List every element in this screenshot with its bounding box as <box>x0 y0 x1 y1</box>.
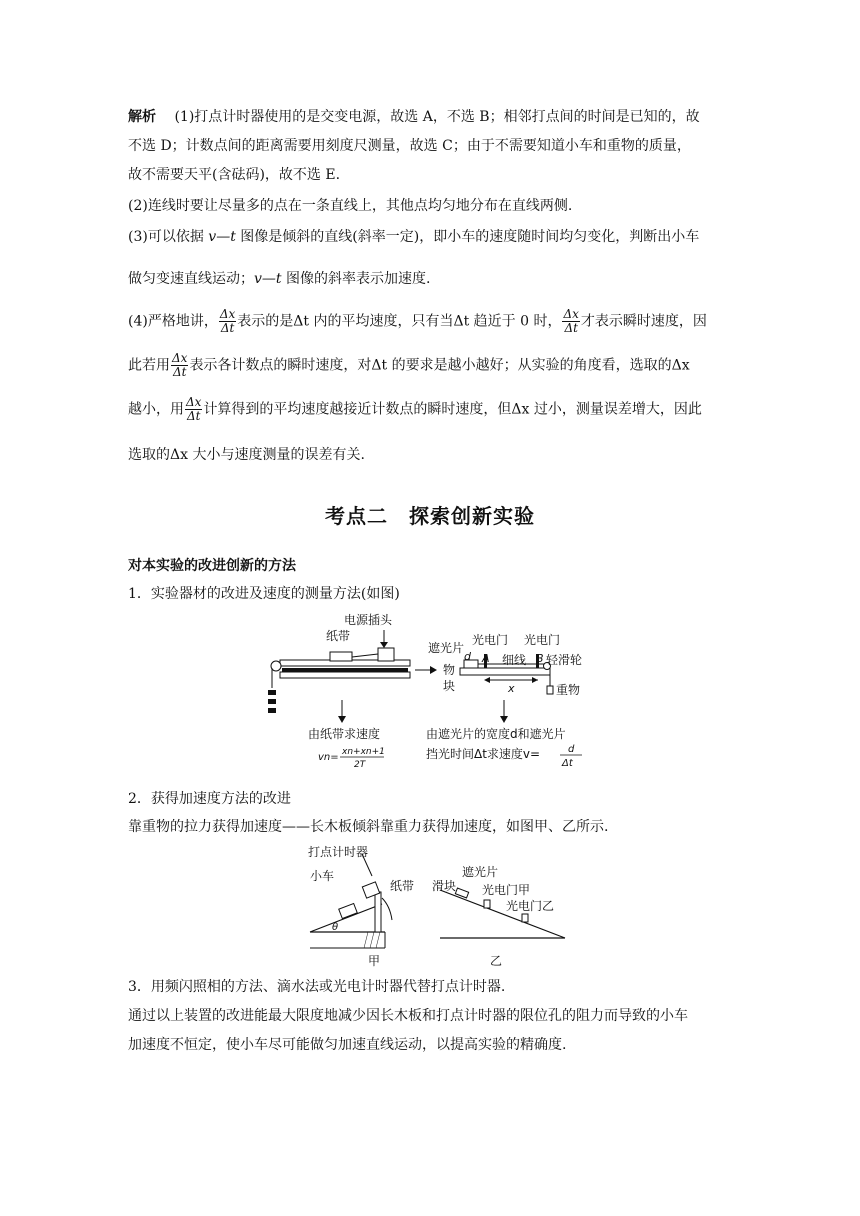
label-timer: 打点计时器 <box>308 845 369 859</box>
item-3: 3．用频闪照相的方法、滴水法或光电计时器代替打点计时器. <box>128 979 506 995</box>
left-formula-den: 2T <box>354 760 366 770</box>
figure-2-incline <box>300 840 580 970</box>
label-pulley: 轻滑轮 <box>546 653 583 667</box>
left-formula-lhs: vn= <box>318 752 339 763</box>
vt-graph-term: v—t <box>254 271 282 287</box>
label-tape: 纸带 <box>390 879 415 893</box>
right-caption-1: 由遮光片的宽度d和遮光片 <box>426 727 566 741</box>
item-2: 2．获得加速度方法的改进 <box>128 791 291 807</box>
analysis-paragraph-3-line-2: 做匀变速直线运动；v—t 图像的斜率表示加速度. <box>128 271 431 287</box>
fraction-dx-dt: $\frac{\Delta x}{\Delta t}$ <box>219 307 236 335</box>
label-shade: 遮光片 <box>462 865 499 879</box>
label-tape: 纸带 <box>326 629 351 643</box>
left-caption: 由纸带求速度 <box>308 727 381 741</box>
label-power-plug: 电源插头 <box>344 613 393 627</box>
analysis-paragraph-4-line-1: (4)严格地讲， $\frac{\Delta x}{\Delta t}$ 表示的是Δt 内的平均速度，只有当Δt 趋近于 0 时， $\frac{\Delta x}{\Delta t}$ 才表示瞬时速度，因 <box>128 307 707 335</box>
item-2-text: 靠重物的拉力获得加速度——长木板倾斜靠重力获得加速度，如图甲、乙所示. <box>128 819 609 835</box>
right-caption-2: 挡光时间Δt求速度v= <box>426 747 541 761</box>
timer-shape <box>378 648 394 661</box>
analysis-label: 解析 <box>128 109 156 125</box>
label-gate-1: 光电门 <box>472 633 509 647</box>
analysis-paragraph-1-line-1: 解析 (1)打点计时器使用的是交变电源，故选 A，不选 B；相邻打点间的时间是已知的，故 <box>128 109 700 125</box>
label-gate-2: 光电门 <box>524 633 561 647</box>
analysis-paragraph-4-line-3: 越小，用 $\frac{\Delta x}{\Delta t}$ 计算得到的平均速度越接近计数点的瞬时速度，但Δx 过小，测量误差增大，因此 <box>128 395 702 423</box>
analysis-paragraph-1-line-3: 故不需要天平(含砝码)，故不选 E. <box>128 167 341 183</box>
cart-shape <box>330 652 352 661</box>
label-string: 细线 <box>502 653 527 667</box>
label-block-2: 块 <box>443 679 456 693</box>
subheading: 对本实验的改进创新的方法 <box>128 558 296 574</box>
right-formula-den: Δt <box>562 758 573 769</box>
final-line-2: 加速度不恒定，使小车尽可能做匀加速直线运动，以提高实验的精确度. <box>128 1037 567 1053</box>
section-title: 考点二 探索创新实验 <box>325 504 535 528</box>
label-weight: 重物 <box>556 683 581 697</box>
analysis-paragraph-4-line-4: 选取的Δx 大小与速度测量的误差有关. <box>128 447 365 463</box>
label-slider: 滑块 <box>432 879 457 893</box>
item-1: 1．实验器材的改进及速度的测量方法(如图) <box>128 586 400 602</box>
label-gate-b: 光电门乙 <box>506 899 555 913</box>
label-theta: θ <box>332 922 339 933</box>
vt-graph-term: v—t <box>208 229 236 245</box>
label-x: x <box>508 682 515 695</box>
fraction-dx-dt: $\frac{\Delta x}{\Delta t}$ <box>186 395 202 423</box>
analysis-paragraph-1-line-2: 不选 D；计数点间的距离需要用刻度尺测量，故选 C；由于不需要知道小车和重物的质量， <box>128 138 691 154</box>
fraction-dx-dt: $\frac{\Delta x}{\Delta t}$ <box>563 307 579 335</box>
gate-a-shape <box>484 900 490 908</box>
left-formula-num: xn+xn+1 <box>342 747 385 757</box>
final-line-1: 通过以上装置的改进能最大限度地减少因长木板和打点计时器的限位孔的阻力而导致的小车 <box>128 1008 688 1024</box>
label-d: d <box>464 650 471 663</box>
label-gate-a: 光电门甲 <box>482 883 531 897</box>
analysis-paragraph-2: (2)连线时要让尽量多的点在一条直线上，其他点均匀地分布在直线两侧. <box>128 198 573 214</box>
gate-b-shape <box>522 914 528 922</box>
label-block-1: 物 <box>443 663 456 677</box>
cart-shape <box>339 903 358 918</box>
right-formula-num: d <box>568 744 575 755</box>
label-cart: 小车 <box>310 869 335 883</box>
figure-1-apparatus <box>260 610 600 770</box>
caption-b: 乙 <box>490 954 503 968</box>
fraction-dx-dt: $\frac{\Delta x}{\Delta t}$ <box>172 351 188 379</box>
analysis-paragraph-4-line-2: 此若用 $\frac{\Delta x}{\Delta t}$ 表示各计数点的瞬时速度，对Δt 的要求是越小越好；从实验的角度看，选取的Δx <box>128 351 690 379</box>
caption-a: 甲 <box>368 954 381 968</box>
analysis-paragraph-3-line-1: (3)可以依据 v—t 图像是倾斜的直线(斜率一定)，即小车的速度随时间均匀变化，判断出小车 <box>128 229 700 245</box>
label-B: B <box>536 652 544 665</box>
label-shade: 遮光片 <box>428 641 465 655</box>
label-A: A <box>482 652 490 665</box>
